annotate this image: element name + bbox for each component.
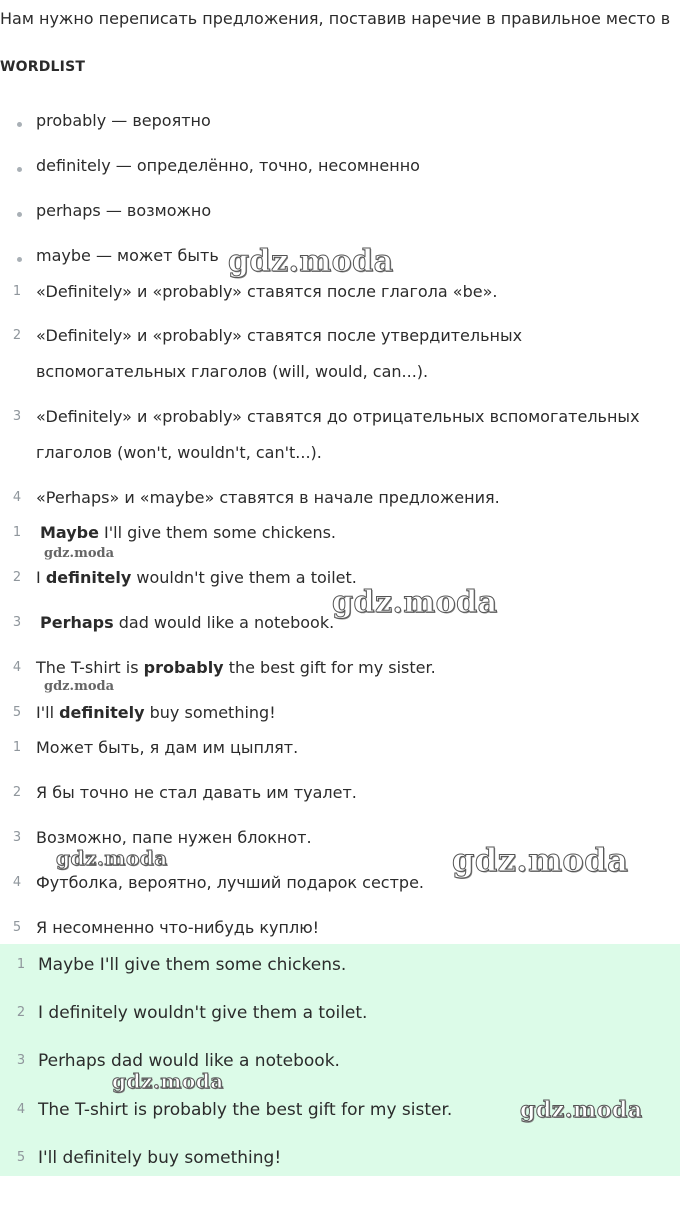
answer-number: 2 — [16, 1005, 26, 1020]
translation-text: Я бы точно не стал давать им туалет. — [36, 783, 357, 802]
bullet-dot — [17, 167, 22, 172]
rule-text: глаголов (won't, wouldn't, can't...). — [36, 443, 322, 462]
translation-text: Я несомненно что-нибудь куплю! — [36, 918, 320, 937]
translation-number: 3 — [12, 830, 22, 845]
rule-number: 1 — [12, 284, 22, 299]
bullet-dot — [17, 122, 22, 127]
watermark-logo: gdz.moda — [112, 1069, 224, 1093]
translation-number: 5 — [12, 920, 22, 935]
rule-text: «Perhaps» и «maybe» ставятся в начале предложения. — [36, 488, 500, 507]
example-sentence: Maybe I'll give them some chickens. — [40, 523, 336, 542]
adverb: definitely — [45, 568, 132, 587]
answer-box — [0, 944, 680, 1176]
intro-text: Нам нужно переписать предложения, поставив наречие в правильное место в — [0, 9, 671, 28]
example-sentence: Perhaps dad would like a notebook. — [40, 613, 335, 632]
example-sentence: I definitely wouldn't give them a toilet. — [36, 568, 357, 587]
watermark-logo: gdz.moda — [332, 585, 498, 620]
watermark-logo: gdz.moda — [44, 546, 115, 561]
rule-number: 2 — [12, 328, 22, 343]
example-number: 2 — [12, 570, 22, 585]
watermark-logo: gdz.moda — [44, 679, 115, 694]
wordlist-item: perhaps — возможно — [36, 201, 212, 220]
translation-text: Футболка, вероятно, лучший подарок сестре. — [36, 873, 424, 892]
adverb: probably — [143, 658, 224, 677]
watermark-logo: gdz.moda — [452, 841, 629, 879]
rule-number: 3 — [12, 409, 22, 424]
adverb: Perhaps — [40, 613, 114, 632]
answer-number: 5 — [16, 1150, 26, 1165]
answer-number: 4 — [16, 1102, 26, 1117]
adverb: definitely — [59, 703, 145, 722]
bullet-dot — [17, 257, 22, 262]
translation-text: Возможно, папе нужен блокнот. — [36, 828, 312, 847]
wordlist-item: probably — вероятно — [36, 111, 211, 130]
rule-text: вспомогательных глаголов (will, would, can...). — [36, 362, 429, 381]
example-number: 1 — [12, 525, 22, 540]
answer-number: 3 — [16, 1053, 26, 1068]
wordlist-heading: WORDLIST — [0, 59, 86, 75]
watermark-logo: gdz.moda — [520, 1097, 643, 1123]
example-number: 3 — [12, 615, 22, 630]
bullet-dot — [17, 212, 22, 217]
example-number: 5 — [12, 705, 22, 720]
watermark-logo: gdz.moda — [56, 846, 168, 870]
rule-text: «Definitely» и «probably» ставятся до отрицательных вспомогательных — [36, 407, 640, 426]
wordlist-item: definitely — определённо, точно, несомненно — [36, 156, 420, 175]
translation-number: 4 — [12, 875, 22, 890]
answer-text: The T-shirt is probably the best gift for my sister. — [38, 1100, 453, 1120]
translation-number: 2 — [12, 785, 22, 800]
answer-text: Maybe I'll give them some chickens. — [38, 955, 347, 975]
example-sentence: I'll definitely buy something! — [36, 703, 276, 722]
answer-text: I'll definitely buy something! — [38, 1148, 282, 1168]
answer-text: I definitely wouldn't give them a toilet. — [38, 1003, 368, 1023]
example-number: 4 — [12, 660, 22, 675]
rule-text: «Definitely» и «probably» ставятся после утвердительных — [36, 326, 523, 345]
translation-number: 1 — [12, 740, 22, 755]
watermark-logo: gdz.moda — [228, 244, 394, 279]
rule-number: 4 — [12, 490, 22, 505]
answer-number: 1 — [16, 957, 26, 972]
adverb: Maybe — [40, 523, 99, 542]
answer-text: Perhaps dad would like a notebook. — [38, 1051, 340, 1071]
rule-text: «Definitely» и «probably» ставятся после глагола «be». — [36, 282, 498, 301]
translation-text: Может быть, я дам им цыплят. — [36, 738, 299, 757]
wordlist-item: maybe — может быть — [36, 246, 219, 265]
example-sentence: The T-shirt is probably the best gift for my sister. — [36, 658, 436, 677]
